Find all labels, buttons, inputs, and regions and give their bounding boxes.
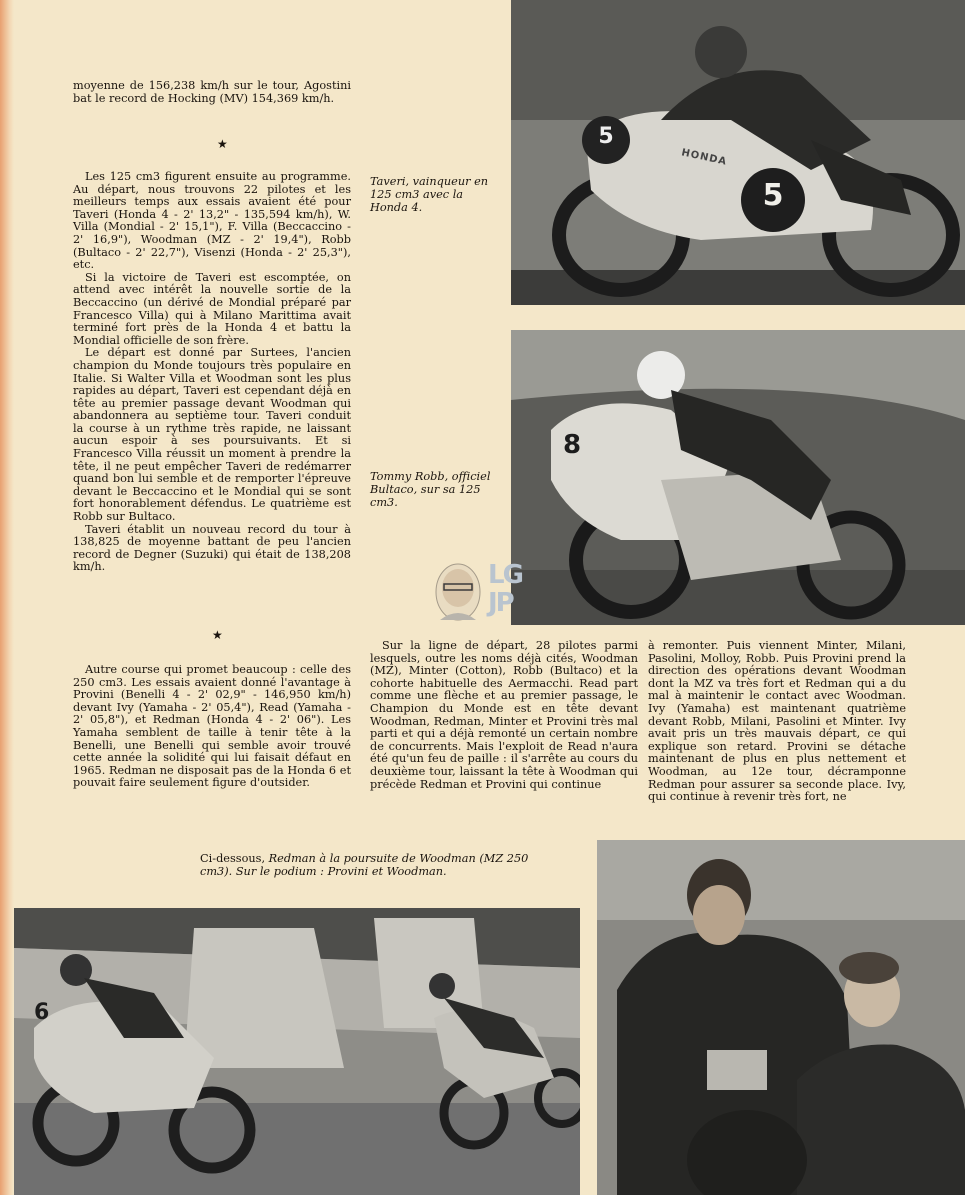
bike1-brand: HONDA [680, 147, 728, 168]
bike1-side-number: 5 [598, 124, 614, 149]
caption-robb: Tommy Robb, officiel Bultaco, sur sa 125 cm3. [370, 470, 491, 509]
intro-paragraph: moyenne de 156,238 km/h sur le tour, Agostini bat le record de Hocking (MV) 154,369 km/h. [73, 79, 351, 105]
photo-robb-bultaco [511, 330, 965, 625]
caption-below-italic: Redman à la poursuite de Woodman (MZ 250 cm3). Sur le podium : Provini et Woodman. [200, 852, 529, 878]
caption-below [200, 852, 530, 878]
bike2-number: 8 [563, 430, 582, 460]
right-column [648, 640, 906, 804]
paragraph-250-intro: Autre course qui promet beaucoup : celle des 250 cm3. Les essais avaient donné l'avantage à Provini (Benelli 4 - 2' 02,9" - 146,950 km/h) devant Ivy (Yamaha - 2' 05,4"), Read (Yamaha - 2' 05,8"), et Redman (Honda 4 - 2' 06"). Les Yamaha semblent de taille à tenir tête à la Benelli, une Benelli qui semble avoir trouvé cette année la solidité qui lui faisait défaut en 1965. Redman ne disposait pas de la Honda 6 et pouvait faire seulement figure d'outsider. [73, 663, 351, 790]
photo-taveri-honda [511, 0, 965, 305]
star-separator-1: ★ [217, 137, 228, 151]
paragraph-250-continued: à remonter. Puis viennent Minter, Milani, Pasolini, Molloy, Robb. Puis Provini prend la direction des opérations devant Woodman dont la MZ va très fort et Redman qui a du mal à maintenir le contact avec Woodman. Ivy (Yamaha) est maintenant quatrième devant Robb, Milani, Pasolini et Minter. Ivy avait pris un très mauvais départ, ce qui explique son retard. Provini se détache maintenant de plus en plus nettement et Woodman, au 12e tour, décramponne Redman pour assurer sa seconde place. Ivy, qui continue à revenir très fort, ne [648, 639, 906, 804]
collector-stamp [428, 558, 538, 630]
paragraph-250-race: Sur la ligne de départ, 28 pilotes parmi lesquels, outre les noms déjà cités, Woodman (MZ), Minter (Cotton), Robb (Bultaco) et la cohorte habituelle des Aermacchi. Read part comme une flèche et au premier passage, le Champion du Monde est en tête devant Woodman, Redman, Minter et Provini très mal parti et qui a déjà remonté un certain nombre de concurrents. Mais l'exploit de Read n'aura été qu'un feu de paille : il s'arrête au cours du deuxième tour, laissant la tête à Woodman qui précède Redman et Provini qui continue [370, 639, 638, 791]
middle-column [370, 640, 638, 791]
bike3-number: 6 [34, 1000, 50, 1025]
paragraph-race-125: Le départ est donné par Surtees, l'ancien champion du Monde toujours très populaire en Italie. Si Walter Villa et Woodman sont les plus rapides au départ, Taveri est cependant déjà en tête au premier passage devant Woodman qui abandonnera au septième tour. Taveri conduit la course à un rythme très rapide, ne laissant aucun espoir à ses poursuivants. Et si Francesco Villa réussit un moment à prendre la tête, il ne peut empêcher Taveri de redémarrer quand bon lui semble et de remporter l'épreuve devant le Beccaccino et le Mondial qui se sont fort honorablement défendus. Le quatrième est Robb sur Bultaco. [73, 346, 351, 524]
star-separator-2: ★ [212, 628, 223, 642]
caption-taveri: Taveri, vainqueur en 125 cm3 avec la Honda 4. [370, 175, 489, 214]
paragraph-125-intro: Les 125 cm3 figurent ensuite au programme. Au départ, nous trouvons 22 pilotes et les meilleurs temps aux essais avaient été pour Taveri (Honda 4 - 2' 13,2" - 135,594 km/h), W. Villa (Mondial - 2' 15,1"), F. Villa (Beccaccino - 2' 16,9"), Woodman (MZ - 2' 19,4"), Robb (Bultaco - 2' 22,7"), Visenzi (Honda - 2' 25,3"), etc. [73, 170, 351, 272]
bike1-number: 5 [762, 178, 784, 213]
paragraph-record: Taveri établit un nouveau record du tour à 138,825 de moyenne battant de peu l'ancien record de Degner (Suzuki) qui était de 138,208 km/h. [73, 522, 351, 574]
photo-redman-woodman [14, 908, 580, 1195]
page-edge [0, 0, 14, 1195]
stamp-initials-bottom: JP [488, 588, 513, 618]
left-column-250 [73, 664, 351, 790]
stamp-initials-top: LG [488, 560, 522, 590]
left-intro [73, 80, 351, 105]
caption-below-plain: Ci-dessous, [200, 852, 269, 865]
paragraph-beccaccino: Si la victoire de Taveri est escomptée, on attend avec intérêt la nouvelle sortie de la Beccaccino (un dérivé de Mondial préparé par Francesco Villa) qui à Milano Marittima avait terminé fort près de la Honda 4 et battu la Mondial officielle de son frère. [73, 270, 351, 347]
left-column-125 [73, 171, 351, 574]
photo-podium [597, 840, 965, 1195]
